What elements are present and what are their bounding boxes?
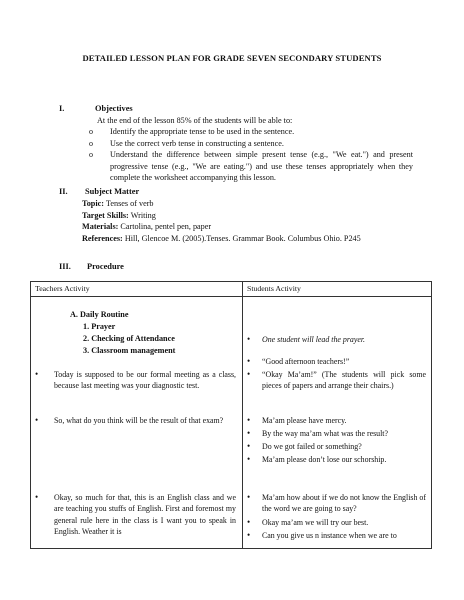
subject-matter-list [82,198,361,244]
objectives-intro: At the end of the lesson 85% of the students will be able to: [97,116,293,125]
subject-row-skills: Target Skills: Writing [82,210,156,220]
document-title: DETAILED LESSON PLAN FOR GRADE SEVEN SECONDARY STUDENTS [82,53,382,63]
objectives-list [89,126,413,184]
objective-item: o Use the correct verb tense in constructing a sentence. [89,138,284,148]
bullet-dot-icon: • [247,415,251,425]
bullet-dot-icon: • [247,517,251,527]
bullet-dot-icon: • [35,492,39,502]
bullet-circle-icon: o [89,138,93,148]
procedure-table [30,281,432,549]
teacher-activity-3: Okay, so much for that, this is an English class and we are teaching you stuffs of English. First and foremost my general rule here in the class is I want you to speak in English. Weather it is [54,493,236,537]
column-divider [242,282,243,548]
bullet-dot-icon: • [247,492,251,502]
section-2-number: II. [59,187,68,196]
bullet-dot-icon: • [247,441,251,451]
student-activity-10: Can you give us n instance when we are to [262,531,397,540]
routine-item-attendance: 2. Checking of Attendance [83,334,175,343]
bullet-dot-icon: • [247,530,251,540]
section-2-heading: Subject Matter [85,187,140,196]
student-activity-8: Ma’am how about if we do not know the English of the word we are going to say? [262,493,426,514]
student-activity-7: Ma’am please don’t lose our schorship. [262,455,387,464]
student-activity-2: “Good afternoon teachers!” [262,357,350,366]
bullet-circle-icon: o [89,150,93,160]
objective-item: o Identify the appropriate tense to be used in the sentence. [89,127,295,136]
student-activity-1: One student will lead the prayer. [262,335,366,344]
teacher-activity-2: So, what do you think will be the result of that exam? [54,416,224,425]
subject-row-references: References: Hill, Glencoe M. (2005).Tenses. Grammar Book. Columbus Ohio. P245 [82,233,361,243]
section-1-heading: Objectives [95,104,133,113]
student-activity-5: By the way ma’am what was the result? [262,429,388,438]
bullet-dot-icon: • [247,454,251,464]
subject-row-topic: Topic: Tenses of verb [82,199,154,208]
bullet-dot-icon: • [35,415,39,425]
students-activity-header: Students Activity [247,284,301,293]
bullet-dot-icon: • [247,428,251,438]
bullet-circle-icon: o [89,127,93,136]
student-activity-9: Okay ma’am we will try our best. [262,518,369,527]
bullet-dot-icon: • [35,369,39,379]
daily-routine-heading: A. Daily Routine [70,310,129,319]
bullet-dot-icon: • [247,334,251,344]
section-3-heading: Procedure [87,262,124,271]
routine-item-prayer: 1. Prayer [83,322,116,331]
section-1-number: I. [59,104,65,113]
section-3-number: III. [59,262,71,271]
bullet-dot-icon: • [247,369,251,379]
teacher-activity-1: Today is supposed to be our formal meeting as a class, because last meeting was your diagnostic test. [54,370,236,391]
header-divider [31,296,431,297]
bullet-dot-icon: • [247,356,251,366]
student-activity-3: “Okay Ma’am!” (The students will pick some pieces of papers and arrange their chairs.) [262,370,426,391]
routine-item-classroom: 3. Classroom management [83,346,176,355]
student-activity-6: Do we got failed or something? [262,442,362,451]
teachers-activity-header: Teachers Activity [35,284,90,293]
objective-item: o Understand the difference between simple present tense (e.g., "We eat.") and present progressive tense (e.g., "We are eating.") and use these tenses appropriately when they complete the worksheet accompanying this lesson. [89,150,413,183]
subject-row-materials: Materials: Cartolina, pentel pen, paper [82,222,212,232]
student-activity-4: Ma’am please have mercy. [262,416,347,425]
